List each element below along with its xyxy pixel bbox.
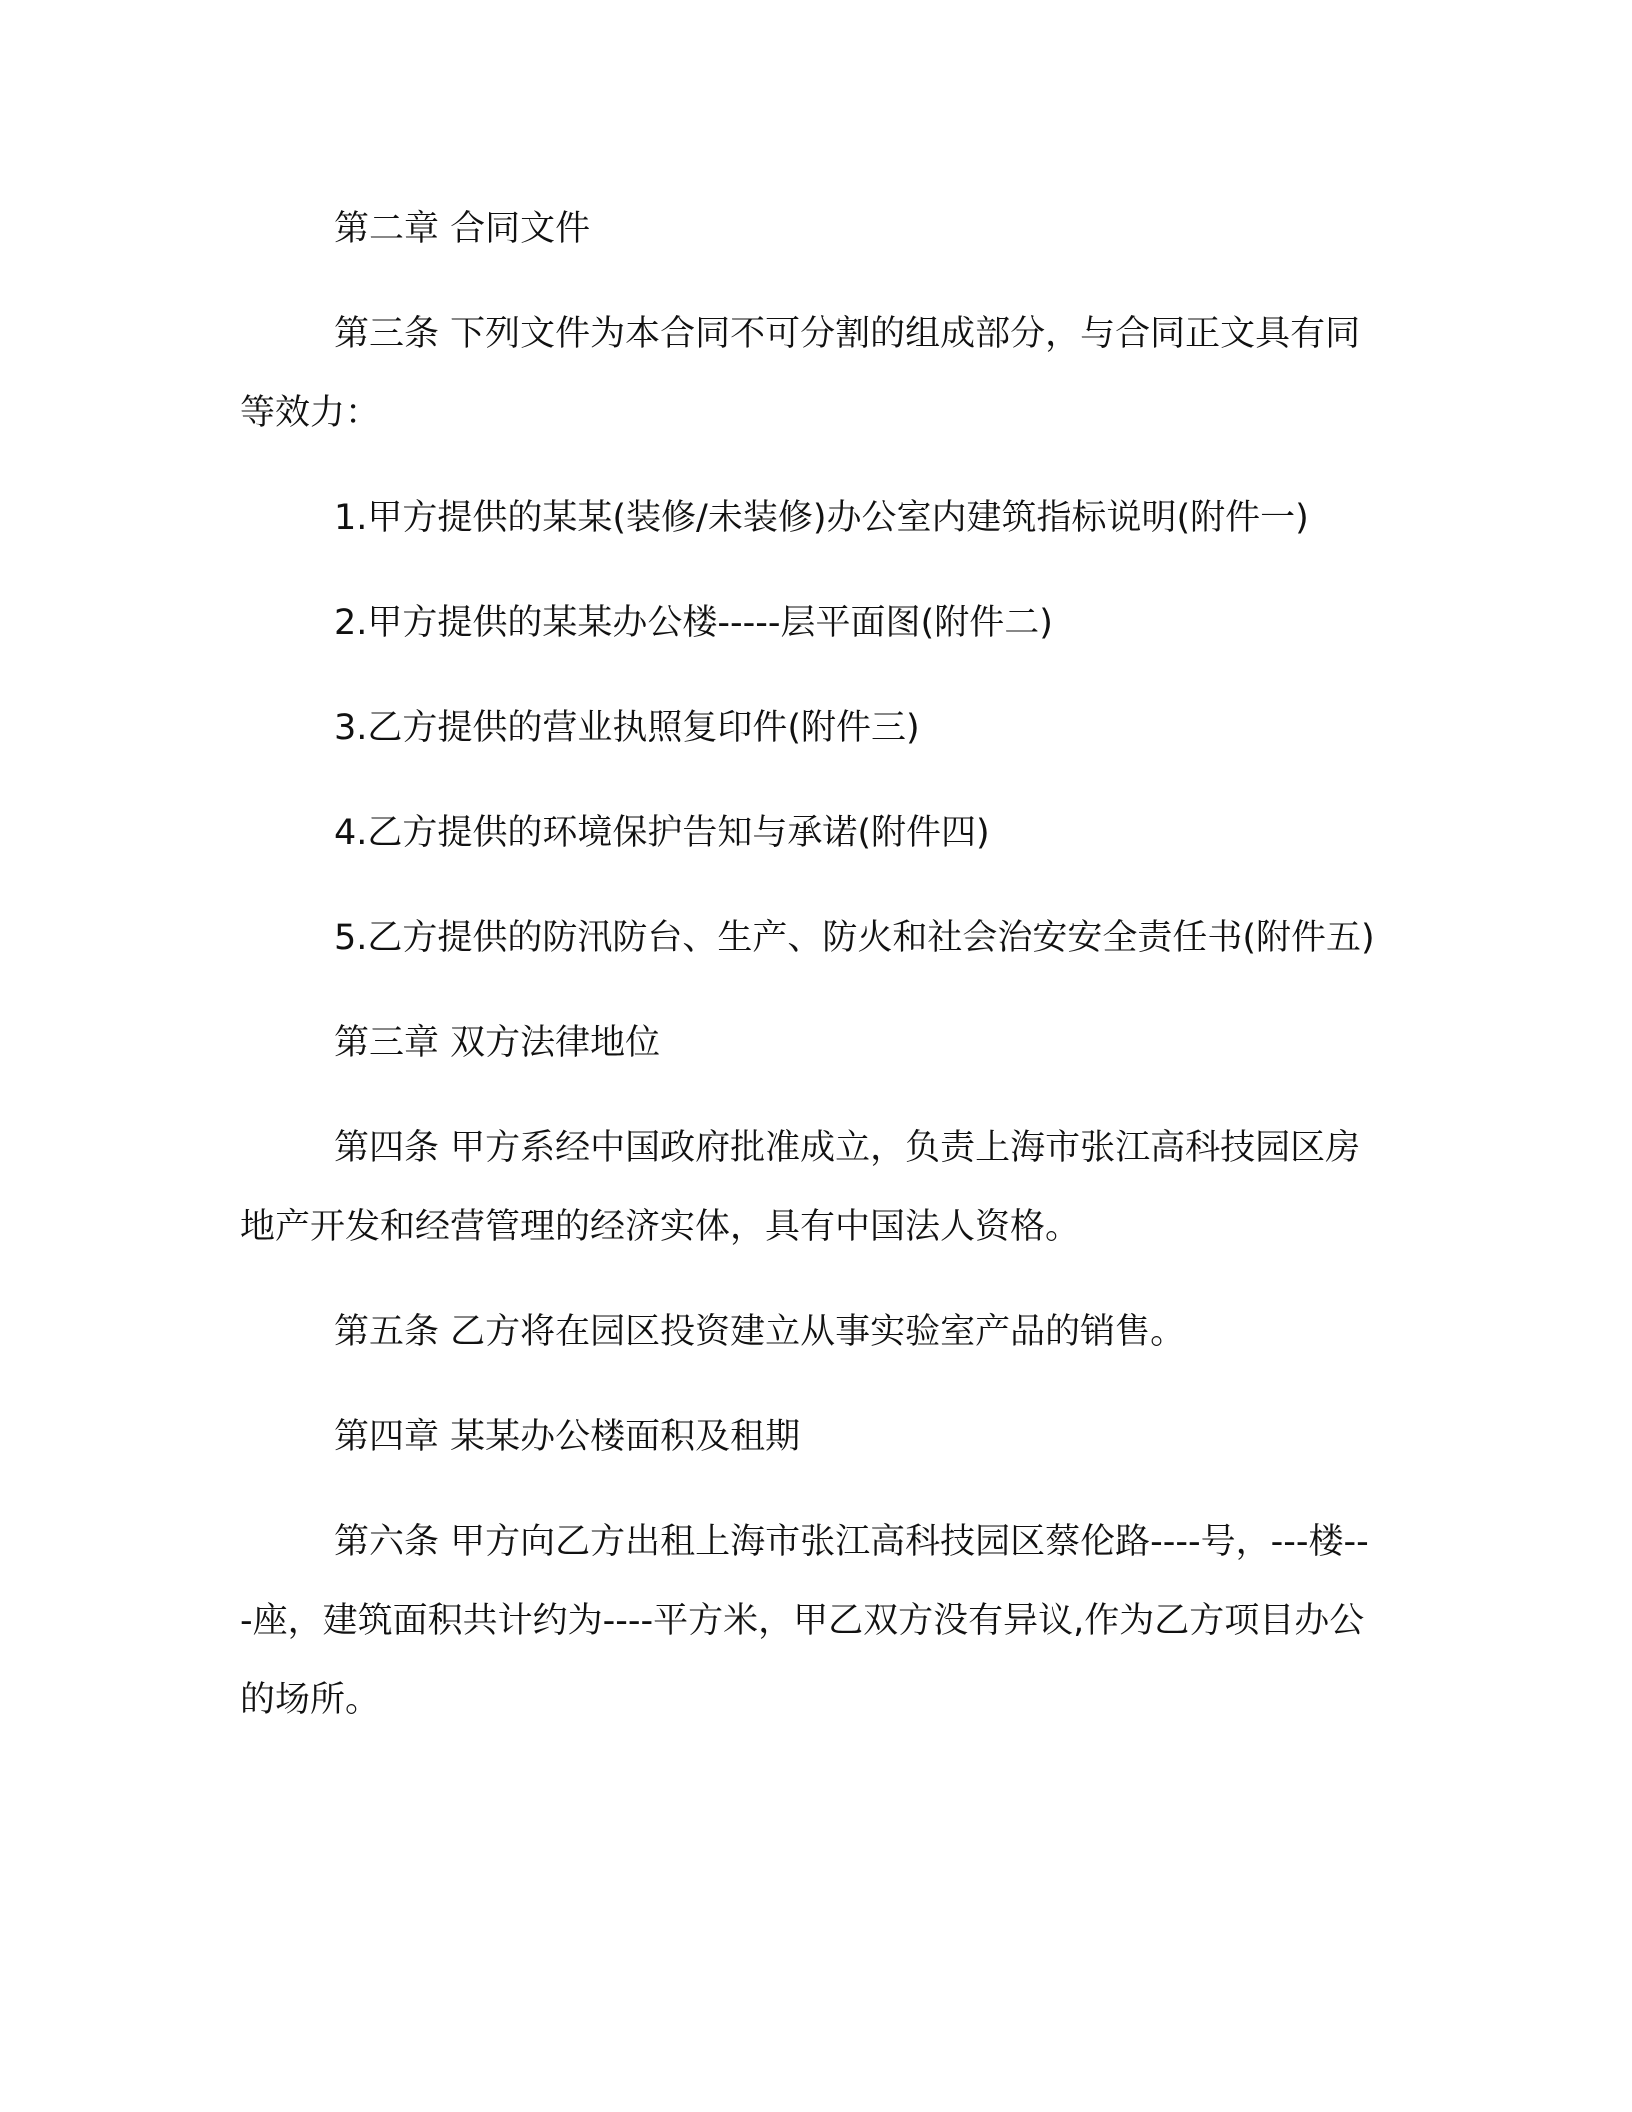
attachment-item-1: 1.甲方提供的某某(装修/未装修)办公室内建筑指标说明(附件一) (334, 498, 1309, 538)
article-4-paragraph: 第四条 甲方系经中国政府批准成立，负责上海市张江高科技园区房地产开发和经营管理的经济实体，具有中国法人资格。 (240, 1128, 1361, 1247)
attachment-item-4: 4.乙方提供的环境保护告知与承诺(附件四) (334, 813, 990, 853)
attachment-item-5: 5.乙方提供的防汛防台、生产、防火和社会治安安全责任书(附件五) (334, 918, 1375, 958)
attachment-item-2: 2.甲方提供的某某办公楼-----层平面图(附件二) (334, 603, 1053, 643)
document-body (240, 190, 1380, 1766)
chapter-4-heading: 第四章 某某办公楼面积及租期 (334, 1417, 801, 1457)
article-6-paragraph: 第六条 甲方向乙方出租上海市张江高科技园区蔡伦路----号，---楼---座，建筑面积共计约为----平方米，甲乙双方没有异议,作为乙方项目办公的场所。 (240, 1522, 1369, 1720)
attachment-item-3: 3.乙方提供的营业执照复印件(附件三) (334, 708, 920, 748)
chapter-2-heading: 第二章 合同文件 (334, 209, 591, 249)
article-3-paragraph: 第三条 下列文件为本合同不可分割的组成部分，与合同正文具有同等效力： (240, 314, 1361, 433)
chapter-3-heading: 第三章 双方法律地位 (334, 1023, 661, 1063)
article-5-paragraph: 第五条 乙方将在园区投资建立从事实验室产品的销售。 (334, 1312, 1186, 1352)
